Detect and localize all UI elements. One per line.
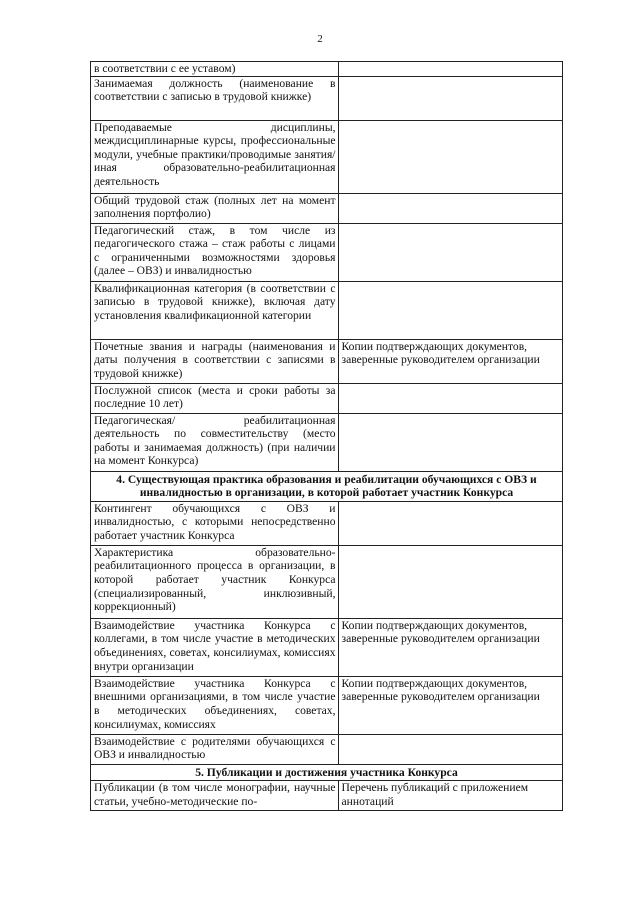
table-row [91, 223, 563, 281]
row-label: Послужной список (места и сроки работы за последние 10 лет) [91, 383, 339, 413]
row-label: Квалификационная категория (в соответствии с записью в трудовой книжке), включая дату установления квалификационной категории [91, 281, 339, 339]
row-value-cell [338, 76, 562, 120]
section-header-row [91, 471, 563, 501]
table-row [91, 676, 563, 734]
row-label: Педагогический стаж, в том числе из педагогического стажа – стаж работы с лицами с ограниченными возможностями здоровья (далее – ОВЗ) и инвалидностью [91, 223, 339, 281]
row-value-cell [338, 413, 562, 471]
row-value-cell: Копии подтверждающих документов, заверенные руководителем организации [338, 618, 562, 676]
row-label: Педагогическая/ реабилитационная деятельность по совместительству (место работы и занимаемая должность) (при наличии на момент Конкурса) [91, 413, 339, 471]
row-label: Публикации (в том числе монографии, научные статьи, учебно-методические по- [91, 781, 339, 811]
row-value-cell: Копии подтверждающих документов, заверенные руководителем организации [338, 676, 562, 734]
row-value-cell [338, 223, 562, 281]
table-row [91, 781, 563, 811]
row-value-cell [338, 501, 562, 545]
table-row [91, 76, 563, 120]
page-number: 2 [317, 33, 323, 45]
row-label: Почетные звания и награды (наименования и даты получения в соответствии с записями в трудовой книжке) [91, 339, 339, 383]
table-row [91, 383, 563, 413]
row-value-cell [338, 383, 562, 413]
table-row [91, 339, 563, 383]
row-label: Характеристика образовательно-реабилитационного процесса в организации, в которой работает участник Конкурса (специализированный, инклюзивный, коррекционный) [91, 545, 339, 618]
table-row [91, 120, 563, 193]
row-label: Общий трудовой стаж (полных лет на момент заполнения портфолио) [91, 193, 339, 223]
row-label: Занимаемая должность (наименование в соответствии с записью в трудовой книжке) [91, 76, 339, 120]
row-value-cell [338, 120, 562, 193]
row-value-cell: Копии подтверждающих документов, заверенные руководителем организации [338, 339, 562, 383]
table-row [91, 62, 563, 77]
row-label: в соответствии с ее уставом) [91, 62, 339, 77]
form-table-body [91, 62, 563, 811]
table-row [91, 618, 563, 676]
row-value-cell: Перечень публикаций с приложением аннотаций [338, 781, 562, 811]
row-value-cell [338, 62, 562, 77]
row-label: Взаимодействие участника Конкурса с внешними организациями, в том числе участие в методических объединениях, советах, консилиумах, комиссиях [91, 676, 339, 734]
table-row [91, 281, 563, 339]
portfolio-form-table [90, 61, 563, 811]
table-row [91, 734, 563, 764]
row-label: Контингент обучающихся с ОВЗ и инвалидностью, с которыми непосредственно работает участник Конкурса [91, 501, 339, 545]
row-value-cell [338, 545, 562, 618]
section-heading: 4. Существующая практика образования и реабилитации обучающихся с ОВЗ и инвалидностью в организации, в которой работает участник Конкурса [91, 471, 563, 501]
section-header-row [91, 764, 563, 781]
table-row [91, 501, 563, 545]
table-row [91, 193, 563, 223]
row-value-cell [338, 734, 562, 764]
row-label: Взаимодействие с родителями обучающихся с ОВЗ и инвалидностью [91, 734, 339, 764]
table-row [91, 545, 563, 618]
row-value-cell [338, 281, 562, 339]
table-row [91, 413, 563, 471]
row-value-cell [338, 193, 562, 223]
section-heading: 5. Публикации и достижения участника Конкурса [91, 764, 563, 781]
row-label: Преподаваемые дисциплины, междисциплинарные курсы, профессиональные модули, учебные практики/проводимые занятия/ иная образовательно-реабилитационная деятельность [91, 120, 339, 193]
row-label: Взаимодействие участника Конкурса с коллегами, в том числе участие в методических объединениях, советах, консилиумах, комиссиях внутри организации [91, 618, 339, 676]
